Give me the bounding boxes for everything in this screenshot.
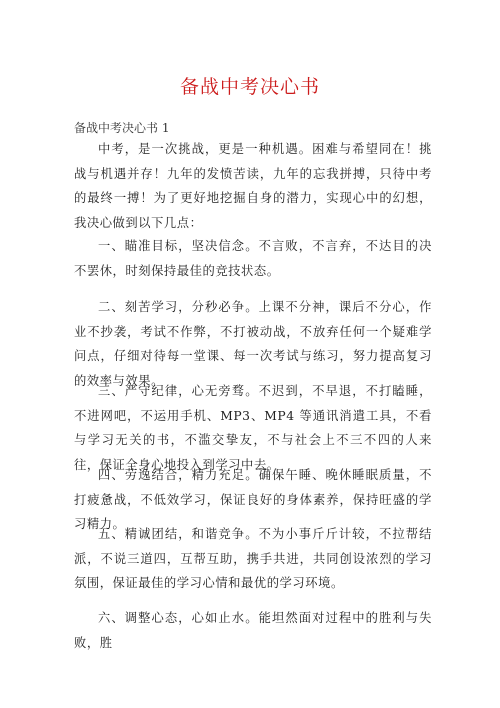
- paragraph-point-2: 二、刻苦学习，分秒必争。上课不分神，课后不分心，作业不抄袭，考试不作弊，不打被动战，不放弃任何一个疑难学问点，仔细对待每一堂课、每一次考试与练习，努力提高复习的效率与效果。: [74, 300, 432, 388]
- paragraph-point-5: 五、精诚团结，和谐竞争。不为小事斤斤计较，不拉帮结派，不说三道四，互帮互助，携手共进，共同创设浓烈的学习氛围，保证最佳的学习心情和最优的学习环境。: [74, 527, 432, 590]
- paragraph-point-3: 三、严守纪律，心无旁骛。不迟到，不早退，不打瞌睡，不进网吧，不运用手机、MP3、MP4 等通讯消遣工具，不看与学习无关的书，不滥交挚友，不与社会上不三不四的人来往，保证全身心地投入到学习中去。: [74, 384, 432, 472]
- paragraph-intro: 中考，是一次挑战，更是一种机遇。困难与希望同在！挑战与机遇并存！九年的发愤苦读，九年的忘我拼搏，只待中考的最终一搏！为了更好地挖掘自身的潜力，实现心中的幻想，我决心做到以下几点：: [74, 142, 432, 230]
- document-subtitle: 备战中考决心书 1: [74, 121, 170, 135]
- paragraph-point-6: 六、调整心态，心如止水。能坦然面对过程中的胜利与失败，胜: [74, 611, 432, 650]
- paragraph-point-4: 四、劳逸结合，精力充足。确保午睡、晚休睡眠质量，不打疲惫战，不低效学习，保证良好的身体素养，保持旺盛的学习精力。: [74, 468, 432, 531]
- paragraph-point-1: 一、瞄准目标，坚决信念。不言败，不言弃，不达目的决不罢休，时刻保持最佳的竞技状态。: [74, 239, 432, 278]
- document-title: 备战中考决心书: [179, 76, 320, 98]
